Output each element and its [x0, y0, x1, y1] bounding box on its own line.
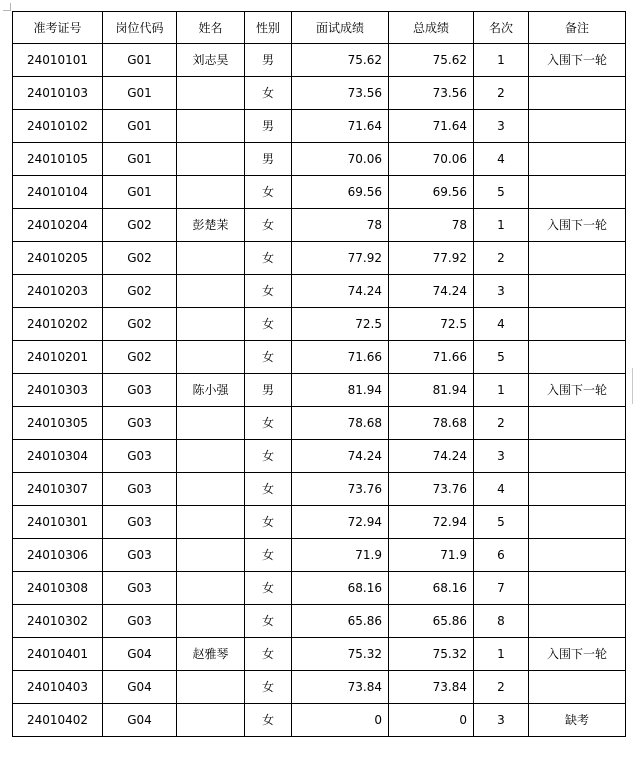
cell-remarks	[529, 242, 626, 275]
table-row	[13, 209, 626, 242]
cell-rank: 5	[474, 176, 529, 209]
cell-rank: 2	[474, 242, 529, 275]
cell-gender: 女	[245, 242, 292, 275]
cell-interview-score: 77.92	[292, 242, 389, 275]
table-header-row	[13, 12, 626, 44]
cell-rank: 8	[474, 605, 529, 638]
cell-name	[177, 77, 245, 110]
cell-gender: 女	[245, 275, 292, 308]
cell-interview-score: 70.06	[292, 143, 389, 176]
cell-exam-id: 24010202	[13, 308, 103, 341]
cell-name	[177, 242, 245, 275]
cell-position-code: G04	[103, 671, 177, 704]
table-row	[13, 341, 626, 374]
document-corner-mark	[3, 3, 11, 11]
cell-total-score: 69.56	[389, 176, 474, 209]
cell-gender: 女	[245, 440, 292, 473]
cell-interview-score: 75.32	[292, 638, 389, 671]
cell-rank: 2	[474, 407, 529, 440]
cell-gender: 女	[245, 704, 292, 737]
cell-exam-id: 24010105	[13, 143, 103, 176]
cell-gender: 女	[245, 638, 292, 671]
cell-name	[177, 176, 245, 209]
cell-rank: 2	[474, 671, 529, 704]
cell-remarks	[529, 605, 626, 638]
cell-rank: 4	[474, 473, 529, 506]
cell-total-score: 73.56	[389, 77, 474, 110]
cell-position-code: G03	[103, 440, 177, 473]
cell-position-code: G03	[103, 374, 177, 407]
table-row	[13, 407, 626, 440]
cell-name	[177, 704, 245, 737]
cell-name	[177, 605, 245, 638]
cell-total-score: 78	[389, 209, 474, 242]
cell-total-score: 77.92	[389, 242, 474, 275]
table-row	[13, 473, 626, 506]
cell-interview-score: 78	[292, 209, 389, 242]
cell-position-code: G02	[103, 209, 177, 242]
cell-exam-id: 24010306	[13, 539, 103, 572]
cell-rank: 5	[474, 341, 529, 374]
cell-total-score: 81.94	[389, 374, 474, 407]
cell-exam-id: 24010402	[13, 704, 103, 737]
cell-position-code: G03	[103, 473, 177, 506]
cell-name	[177, 341, 245, 374]
cell-exam-id: 24010104	[13, 176, 103, 209]
cell-exam-id: 24010203	[13, 275, 103, 308]
header-interview-score: 面试成绩	[292, 12, 389, 44]
cell-exam-id: 24010305	[13, 407, 103, 440]
cell-exam-id: 24010403	[13, 671, 103, 704]
cell-remarks	[529, 572, 626, 605]
cell-exam-id: 24010303	[13, 374, 103, 407]
cell-remarks	[529, 176, 626, 209]
cell-rank: 4	[474, 143, 529, 176]
cell-exam-id: 24010304	[13, 440, 103, 473]
cell-interview-score: 73.84	[292, 671, 389, 704]
cell-name	[177, 506, 245, 539]
cell-interview-score: 74.24	[292, 275, 389, 308]
table-row	[13, 704, 626, 737]
table-row	[13, 44, 626, 77]
cell-total-score: 75.62	[389, 44, 474, 77]
cell-remarks	[529, 275, 626, 308]
cell-position-code: G02	[103, 341, 177, 374]
cell-position-code: G02	[103, 242, 177, 275]
table-row	[13, 275, 626, 308]
cell-name	[177, 473, 245, 506]
cell-position-code: G03	[103, 407, 177, 440]
cell-remarks	[529, 341, 626, 374]
header-total-score: 总成绩	[389, 12, 474, 44]
cell-gender: 女	[245, 77, 292, 110]
cell-total-score: 72.5	[389, 308, 474, 341]
cell-rank: 3	[474, 275, 529, 308]
cell-rank: 1	[474, 209, 529, 242]
cell-interview-score: 71.64	[292, 110, 389, 143]
cell-name: 刘志昊	[177, 44, 245, 77]
cell-name	[177, 407, 245, 440]
cell-position-code: G01	[103, 176, 177, 209]
cell-interview-score: 71.9	[292, 539, 389, 572]
cell-total-score: 71.64	[389, 110, 474, 143]
cell-remarks	[529, 77, 626, 110]
cell-position-code: G03	[103, 506, 177, 539]
cell-remarks	[529, 407, 626, 440]
cell-total-score: 0	[389, 704, 474, 737]
cell-rank: 6	[474, 539, 529, 572]
cell-gender: 女	[245, 671, 292, 704]
cell-total-score: 73.84	[389, 671, 474, 704]
cell-exam-id: 24010308	[13, 572, 103, 605]
cell-gender: 男	[245, 374, 292, 407]
cell-remarks	[529, 440, 626, 473]
cell-total-score: 78.68	[389, 407, 474, 440]
cell-total-score: 74.24	[389, 440, 474, 473]
table-row	[13, 176, 626, 209]
cell-rank: 5	[474, 506, 529, 539]
cell-position-code: G04	[103, 704, 177, 737]
cell-interview-score: 72.94	[292, 506, 389, 539]
cell-remarks	[529, 539, 626, 572]
table-row	[13, 374, 626, 407]
table-row	[13, 77, 626, 110]
cell-position-code: G01	[103, 77, 177, 110]
header-exam-id: 准考证号	[13, 12, 103, 44]
cell-interview-score: 69.56	[292, 176, 389, 209]
cell-name: 赵雅琴	[177, 638, 245, 671]
cell-rank: 4	[474, 308, 529, 341]
cell-interview-score: 81.94	[292, 374, 389, 407]
cell-remarks	[529, 473, 626, 506]
cell-position-code: G01	[103, 44, 177, 77]
header-position-code: 岗位代码	[103, 12, 177, 44]
cell-position-code: G01	[103, 143, 177, 176]
cell-exam-id: 24010205	[13, 242, 103, 275]
cell-interview-score: 75.62	[292, 44, 389, 77]
cell-gender: 女	[245, 341, 292, 374]
table-row	[13, 308, 626, 341]
cell-exam-id: 24010401	[13, 638, 103, 671]
cell-interview-score: 72.5	[292, 308, 389, 341]
table-row	[13, 440, 626, 473]
cell-total-score: 68.16	[389, 572, 474, 605]
table-row	[13, 572, 626, 605]
cell-gender: 女	[245, 308, 292, 341]
cell-remarks	[529, 143, 626, 176]
cell-name: 彭楚茉	[177, 209, 245, 242]
cell-gender: 女	[245, 209, 292, 242]
cell-total-score: 75.32	[389, 638, 474, 671]
cell-exam-id: 24010302	[13, 605, 103, 638]
cell-name	[177, 440, 245, 473]
cell-name	[177, 671, 245, 704]
cell-total-score: 72.94	[389, 506, 474, 539]
cell-remarks	[529, 110, 626, 143]
cell-position-code: G03	[103, 572, 177, 605]
cell-rank: 3	[474, 704, 529, 737]
cell-gender: 女	[245, 473, 292, 506]
cell-gender: 女	[245, 539, 292, 572]
cell-remarks	[529, 671, 626, 704]
cell-interview-score: 65.86	[292, 605, 389, 638]
cell-exam-id: 24010204	[13, 209, 103, 242]
cell-rank: 1	[474, 44, 529, 77]
table-row	[13, 638, 626, 671]
cell-total-score: 71.9	[389, 539, 474, 572]
cell-rank: 2	[474, 77, 529, 110]
cell-gender: 男	[245, 44, 292, 77]
cell-name	[177, 308, 245, 341]
cell-gender: 女	[245, 572, 292, 605]
cell-position-code: G04	[103, 638, 177, 671]
results-table	[12, 11, 626, 737]
cell-name: 陈小强	[177, 374, 245, 407]
cell-rank: 1	[474, 638, 529, 671]
table-row	[13, 143, 626, 176]
cell-position-code: G01	[103, 110, 177, 143]
cell-name	[177, 275, 245, 308]
cell-exam-id: 24010301	[13, 506, 103, 539]
cell-total-score: 71.66	[389, 341, 474, 374]
cell-rank: 7	[474, 572, 529, 605]
cell-interview-score: 68.16	[292, 572, 389, 605]
cell-remarks: 入围下一轮	[529, 374, 626, 407]
cell-remarks: 入围下一轮	[529, 638, 626, 671]
document-edge-mark	[632, 368, 638, 404]
cell-total-score: 74.24	[389, 275, 474, 308]
cell-interview-score: 78.68	[292, 407, 389, 440]
table-row	[13, 539, 626, 572]
cell-gender: 男	[245, 110, 292, 143]
cell-rank: 1	[474, 374, 529, 407]
cell-name	[177, 572, 245, 605]
cell-total-score: 73.76	[389, 473, 474, 506]
cell-remarks: 入围下一轮	[529, 209, 626, 242]
cell-rank: 3	[474, 440, 529, 473]
table-row	[13, 506, 626, 539]
header-name: 姓名	[177, 12, 245, 44]
cell-interview-score: 73.56	[292, 77, 389, 110]
cell-interview-score: 71.66	[292, 341, 389, 374]
cell-total-score: 65.86	[389, 605, 474, 638]
table-row	[13, 671, 626, 704]
table-body	[13, 44, 626, 737]
cell-exam-id: 24010103	[13, 77, 103, 110]
table-row	[13, 242, 626, 275]
cell-name	[177, 539, 245, 572]
cell-exam-id: 24010201	[13, 341, 103, 374]
header-gender: 性别	[245, 12, 292, 44]
cell-remarks: 入围下一轮	[529, 44, 626, 77]
cell-rank: 3	[474, 110, 529, 143]
cell-interview-score: 73.76	[292, 473, 389, 506]
cell-gender: 女	[245, 506, 292, 539]
cell-remarks: 缺考	[529, 704, 626, 737]
cell-exam-id: 24010101	[13, 44, 103, 77]
cell-exam-id: 24010307	[13, 473, 103, 506]
cell-remarks	[529, 308, 626, 341]
cell-position-code: G03	[103, 605, 177, 638]
cell-gender: 女	[245, 407, 292, 440]
cell-interview-score: 0	[292, 704, 389, 737]
cell-exam-id: 24010102	[13, 110, 103, 143]
cell-name	[177, 110, 245, 143]
header-remarks: 备注	[529, 12, 626, 44]
cell-gender: 女	[245, 605, 292, 638]
cell-position-code: G03	[103, 539, 177, 572]
cell-total-score: 70.06	[389, 143, 474, 176]
cell-position-code: G02	[103, 275, 177, 308]
cell-position-code: G02	[103, 308, 177, 341]
cell-gender: 男	[245, 143, 292, 176]
table-row	[13, 110, 626, 143]
cell-name	[177, 143, 245, 176]
header-rank: 名次	[474, 12, 529, 44]
cell-interview-score: 74.24	[292, 440, 389, 473]
cell-remarks	[529, 506, 626, 539]
table-row	[13, 605, 626, 638]
cell-gender: 女	[245, 176, 292, 209]
